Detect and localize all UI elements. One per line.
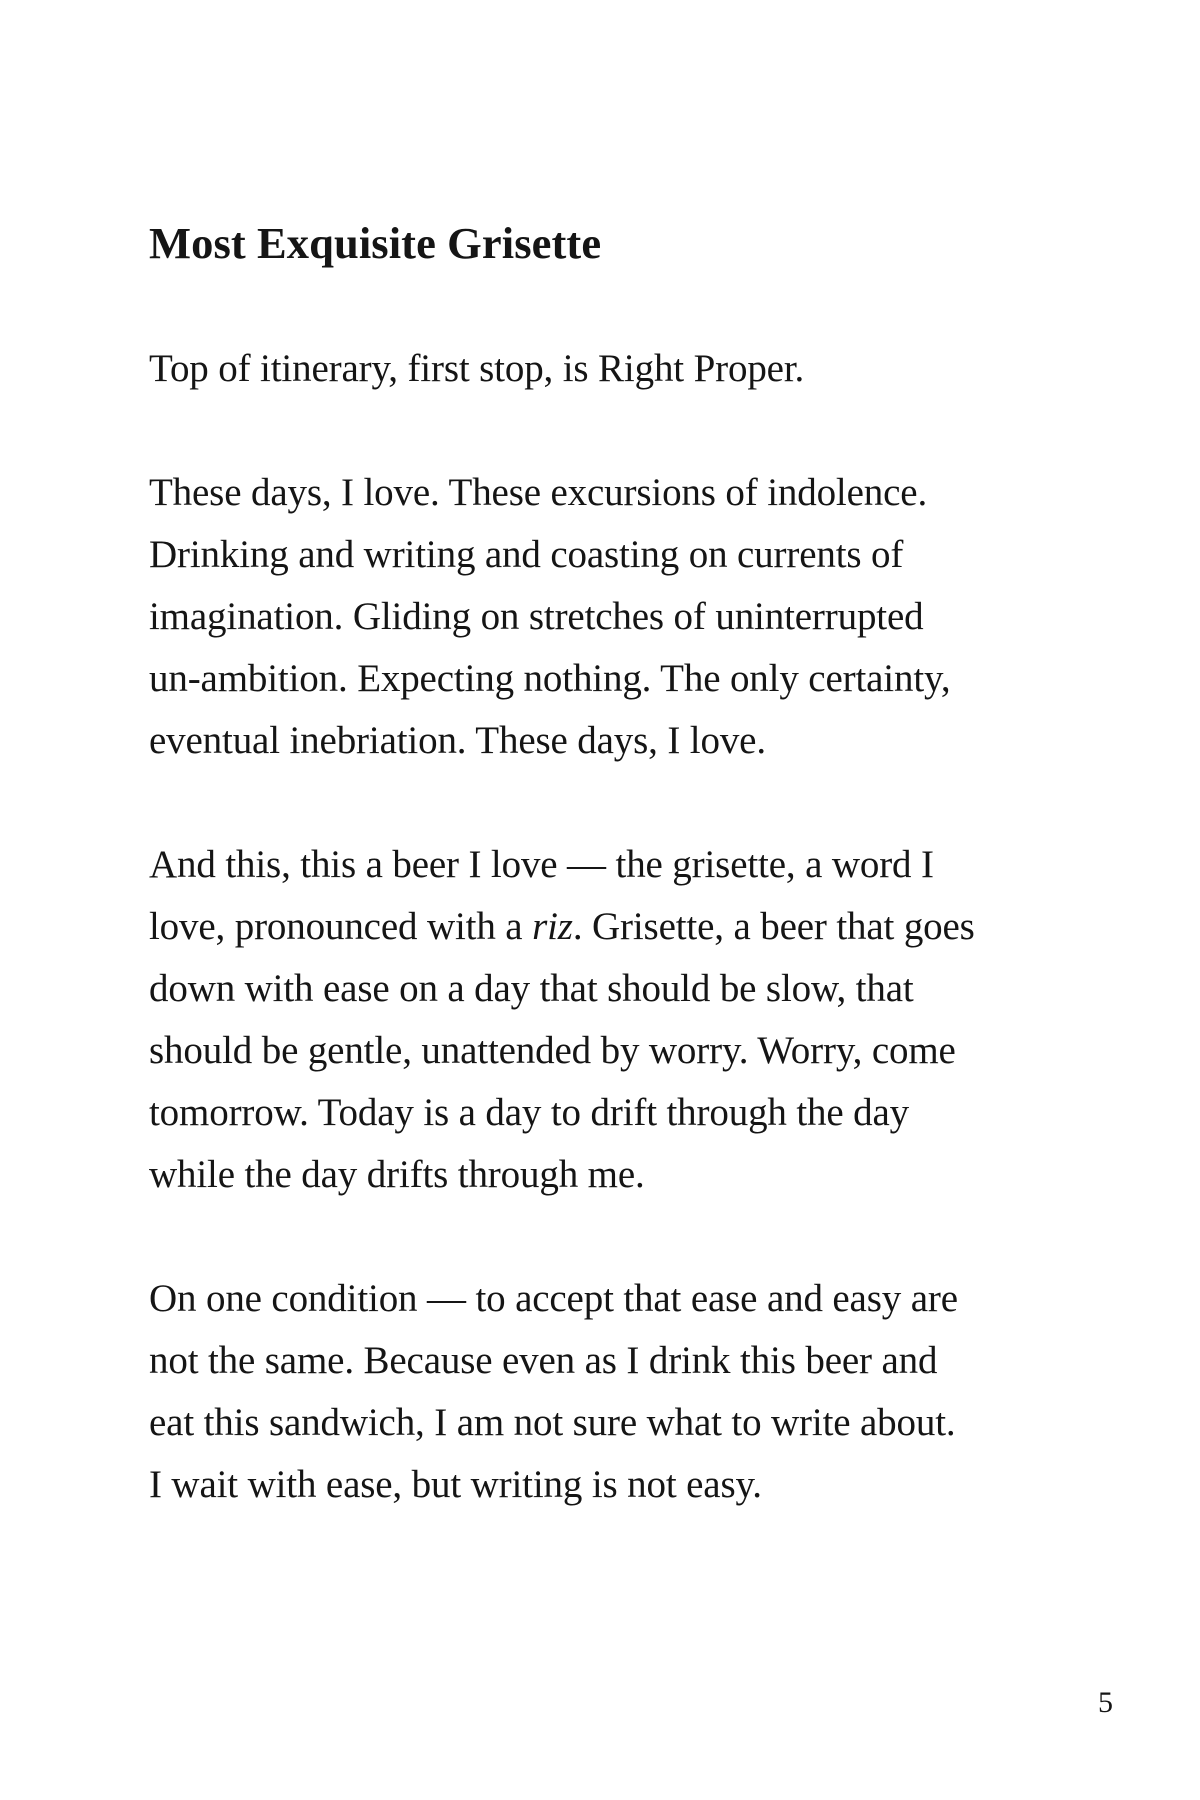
- text-line: un-ambition. Expecting nothing. The only certainty,: [149, 657, 951, 700]
- paragraph-3: [149, 834, 1079, 1206]
- text-line: On one condition — to accept that ease and easy are: [149, 1277, 958, 1320]
- page-number: 5: [1098, 1686, 1113, 1719]
- text-line: And this, this a beer I love — the grisette, a word I: [149, 843, 934, 886]
- text-line: imagination. Gliding on stretches of uninterrupted: [149, 595, 924, 638]
- text-line: while the day drifts through me.: [149, 1153, 645, 1196]
- text-line: Drinking and writing and coasting on currents of: [149, 533, 904, 576]
- text-segment: . Grisette, a beer that goes: [572, 905, 975, 948]
- text-line: Top of itinerary, first stop, is Right Proper.: [149, 347, 805, 390]
- text-segment: love, pronounced with a: [149, 905, 533, 948]
- text-line: eat this sandwich, I am not sure what to write about.: [149, 1401, 956, 1444]
- text-line: eventual inebriation. These days, I love.: [149, 719, 766, 762]
- text-line: tomorrow. Today is a day to drift through the day: [149, 1091, 910, 1134]
- text-line: These days, I love. These excursions of indolence.: [149, 471, 928, 514]
- chapter-title: Most Exquisite Grisette: [149, 218, 602, 268]
- italic-word: riz: [532, 905, 573, 948]
- paragraph-4: [149, 1268, 1079, 1516]
- paragraph-2: [149, 462, 1079, 772]
- paragraph-1: [149, 338, 1079, 400]
- book-page: [149, 0, 1079, 1800]
- text-line: I wait with ease, but writing is not easy.: [149, 1463, 762, 1506]
- text-line: should be gentle, unattended by worry. Worry, come: [149, 1029, 956, 1072]
- text-line: not the same. Because even as I drink this beer and: [149, 1339, 938, 1382]
- text-line: [149, 896, 1079, 958]
- text-line: down with ease on a day that should be slow, that: [149, 967, 914, 1010]
